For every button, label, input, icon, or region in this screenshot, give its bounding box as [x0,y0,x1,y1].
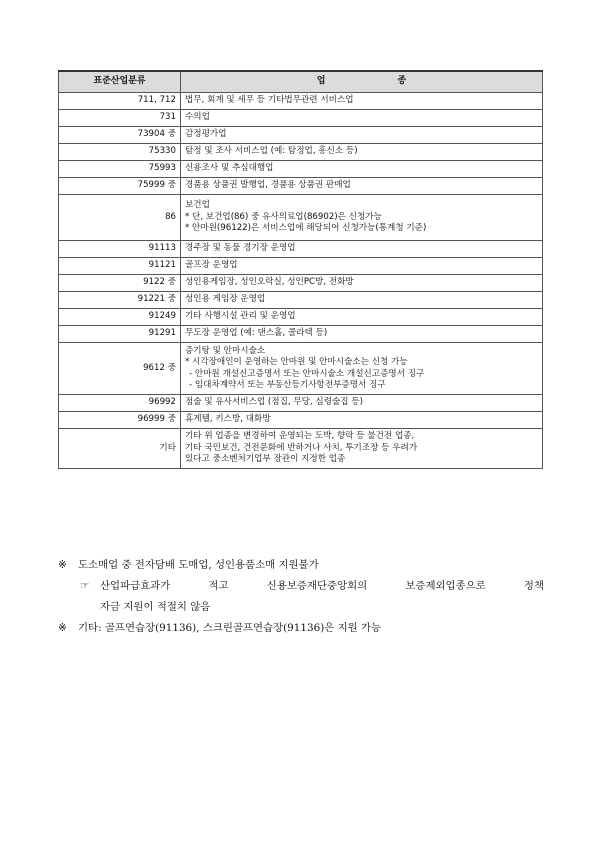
business-type-line: 증기탕 및 안마시술소 [185,345,266,356]
business-type-cell [181,241,543,258]
header-business-type-right: 종 [397,76,407,87]
business-type-cell [181,395,543,412]
header-business-type-left: 업 [316,76,326,87]
business-type-line: 휴게텔, 키스방, 대화방 [185,414,271,425]
business-type-line: 기타 위 업종을 변경하여 운영되는 도박, 향락 등 불건전 업종, [185,431,415,442]
note-1-text: 도소매업 중 전자담배 도매업, 성인용품소매 지원불가 [78,559,319,571]
business-type-cell [181,110,543,127]
business-type-line: * 안마원(96122)은 서비스업에 해당되어 신청가능(통계청 기준) [185,223,427,234]
business-type-line: 법무, 회계 및 세무 등 기타법무관련 서비스업 [185,95,354,106]
note-2 [58,618,544,639]
table-row [59,309,543,326]
business-type-line: 기타 국민보건, 건전문화에 반하거나 사치, 투기조장 등 우려가 [185,442,418,453]
reference-mark-icon: ※ [58,559,67,571]
table-row [59,241,543,258]
industry-code-cell: 91221 중 [59,292,181,309]
industry-code-cell: 96999 중 [59,412,181,429]
industry-code-cell: 96992 [59,395,181,412]
industry-code-cell: 기타 [59,429,181,469]
business-type-line: 탐정 및 조사 서비스업 (예: 탐정업, 흥신소 등) [185,146,358,157]
business-type-cell [181,258,543,275]
table-row [59,93,543,110]
table-row [59,258,543,275]
business-type-cell [181,127,543,144]
header-industry-code: 표준산업분류 [59,71,181,93]
business-type-line: 무도장 운영업 (예: 댄스홀, 콜라텍 등) [185,328,328,339]
note-2-text: 기타: 골프연습장(91136), 스크린골프연습장(91136)은 지원 가능 [78,622,382,634]
notes-section [58,555,544,639]
business-type-line: 있다고 중소벤처기업부 장관이 지정한 업종 [185,454,346,465]
business-type-line: 감정평가업 [185,129,227,140]
business-type-cell [181,195,543,241]
business-type-cell [181,93,543,110]
note-1-sub [58,576,544,597]
industry-code-cell: 86 [59,195,181,241]
table-row [59,110,543,127]
table-row [59,292,543,309]
business-type-line: 점술 및 유사서비스업 (점집, 무당, 심령술집 등) [185,397,363,408]
industry-code-cell: 75330 [59,144,181,161]
business-type-line: 보건업 [185,200,210,211]
industry-code-cell: 91249 [59,309,181,326]
business-type-cell [181,275,543,292]
business-type-cell [181,309,543,326]
pointing-hand-icon: ☞ [80,580,90,592]
table-row [59,161,543,178]
table-row [59,343,543,395]
note-1-sub-continuation: 자금 지원이 적절치 않음 [100,601,211,613]
excluded-industries-table [58,70,543,469]
business-type-cell [181,178,543,195]
business-type-cell [181,144,543,161]
table-row [59,178,543,195]
business-type-line: - 안마원 개설신고증명서 또는 안마시술소 개설신고증명서 징구 [189,368,425,379]
business-type-line: 기타 사행시설 관리 및 운영업 [185,311,296,322]
industry-code-cell: 731 [59,110,181,127]
industry-code-cell: 75999 중 [59,178,181,195]
industry-code-cell: 75993 [59,161,181,178]
business-type-cell [181,161,543,178]
industry-code-cell: 711, 712 [59,93,181,110]
table-row [59,127,543,144]
business-type-cell [181,326,543,343]
business-type-cell [181,412,543,429]
industry-code-cell: 91291 [59,326,181,343]
business-type-line: 성인용게임장, 성인오락실, 성인PC방, 전화방 [185,277,354,288]
business-type-line: 수의업 [185,112,210,123]
business-type-cell [181,292,543,309]
table-row [59,326,543,343]
header-business-type [181,71,543,93]
industry-code-cell: 91113 [59,241,181,258]
table-row [59,429,543,469]
business-type-cell [181,429,543,469]
business-type-line: 성인용 게임장 운영업 [185,294,266,305]
business-type-line: 신용조사 및 추심대행업 [185,163,274,174]
business-type-line: 경품용 상품권 발행업, 경품용 상품권 판매업 [185,180,351,191]
business-type-cell [181,343,543,395]
note-1-sub-text: 산업파급효과가 적고 신용보증재단중앙회의 보증제외업종으로 정책 [100,580,544,592]
business-type-line: 골프장 운영업 [185,260,238,271]
industry-code-cell: 73904 중 [59,127,181,144]
table-row [59,412,543,429]
table-row [59,144,543,161]
industry-code-cell: 9612 중 [59,343,181,395]
business-type-line: * 시각장애인이 운영하는 안마원 및 안마시술소는 신청 가능 [185,357,408,367]
table-header-row [59,71,543,93]
table-row [59,195,543,241]
note-1 [58,555,544,576]
industry-code-cell: 91121 [59,258,181,275]
business-type-line: 경주장 및 동물 경기장 운영업 [185,243,296,254]
business-type-line: * 단, 보건업(86) 중 유사의료업(86902)은 신청가능 [185,211,382,222]
reference-mark-icon: ※ [58,622,67,634]
business-type-line: - 임대차계약서 또는 부동산등기사항전부증명서 징구 [189,380,386,390]
table-row [59,395,543,412]
industry-code-cell: 9122 중 [59,275,181,292]
table-row [59,275,543,292]
